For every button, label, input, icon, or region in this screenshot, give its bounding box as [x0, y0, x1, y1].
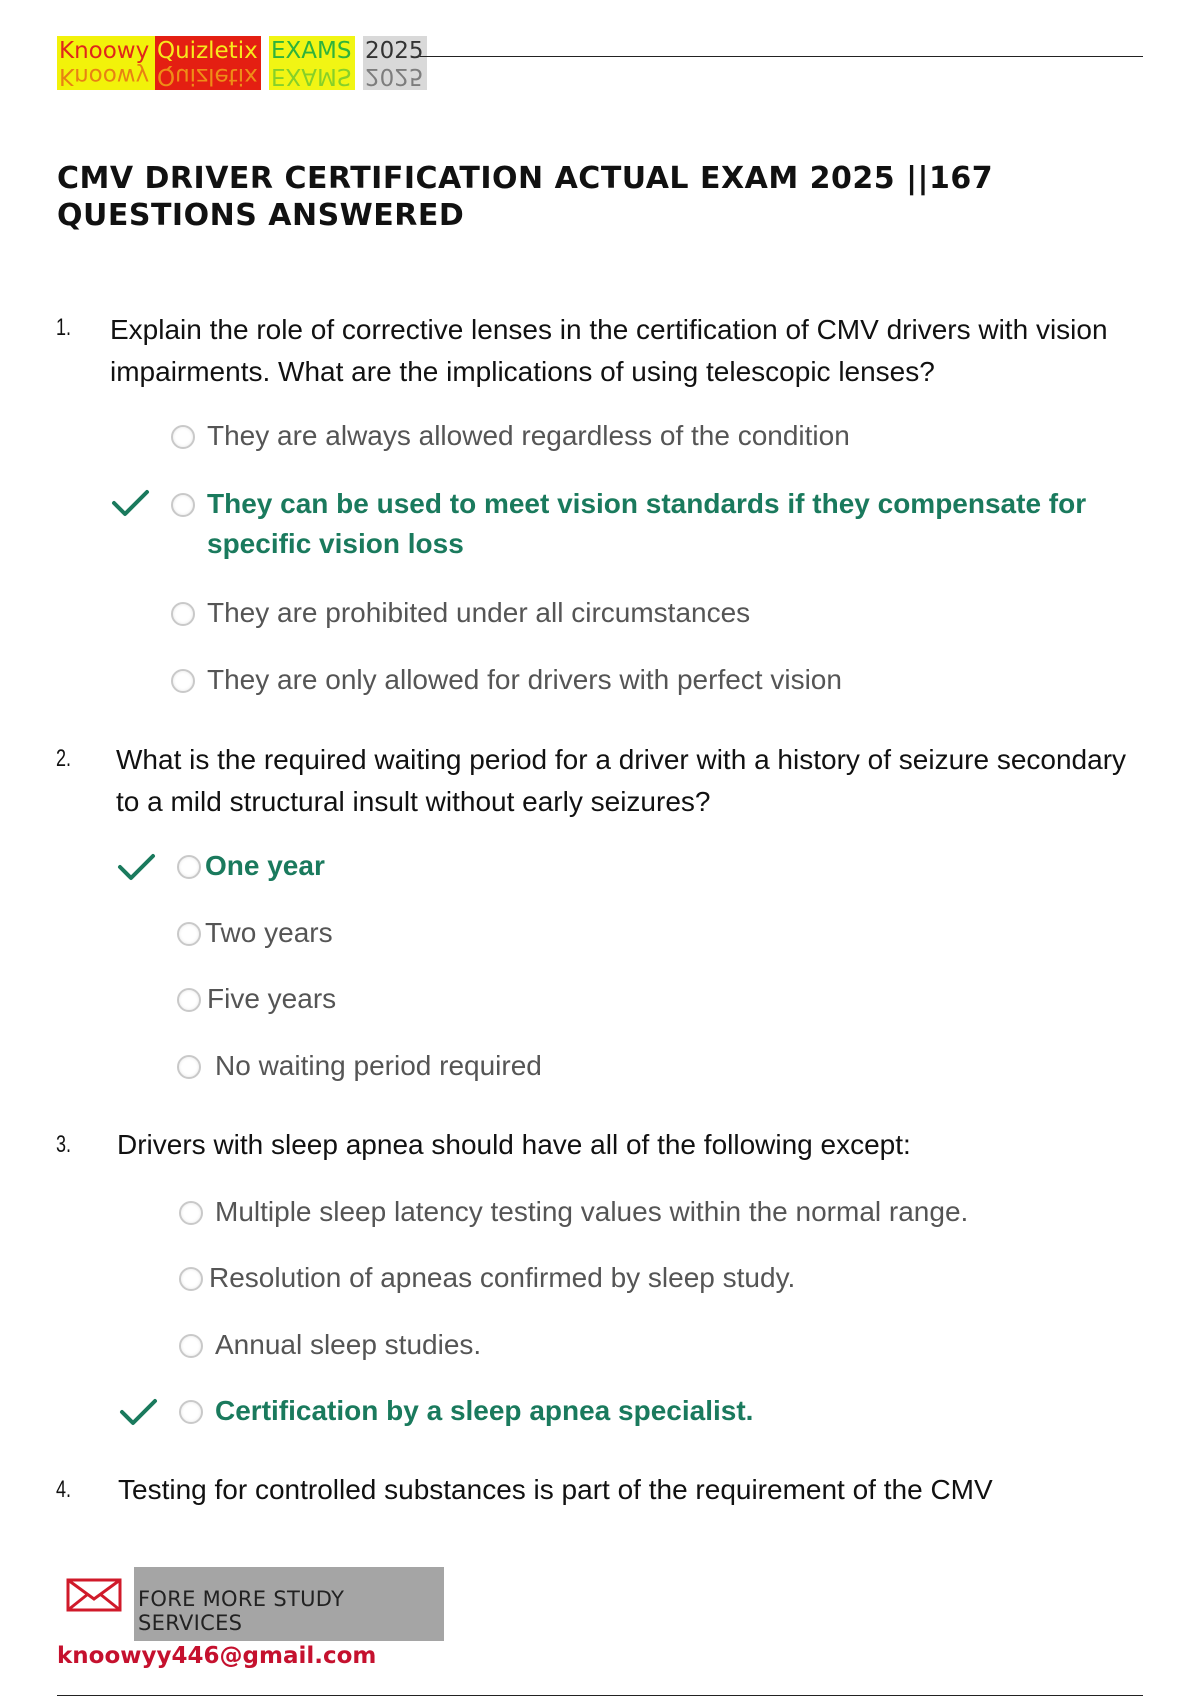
question-text: Drivers with sleep apnea should have all of the following except: — [117, 1129, 911, 1160]
answer-option-correct[interactable] — [177, 846, 1157, 886]
radio-icon[interactable] — [177, 855, 201, 879]
answer-option[interactable] — [177, 979, 1157, 1019]
answer-option[interactable] — [179, 1325, 1159, 1365]
brand-part-quizletix: Quizletix Quizletix — [155, 36, 261, 90]
brand-part-year: 2025 2025 — [363, 36, 427, 90]
radio-icon[interactable] — [179, 1334, 203, 1358]
brand-part-exams: EXAMS EXAMS — [269, 36, 355, 90]
radio-icon[interactable] — [179, 1267, 203, 1291]
header-divider — [420, 56, 1143, 57]
answer-option[interactable] — [177, 1046, 1157, 1086]
radio-icon[interactable] — [171, 669, 195, 693]
option-label: They can be used to meet vision standards if they compensate for specific vision loss — [207, 488, 1087, 559]
option-label: Five years — [207, 983, 337, 1014]
question-text: Explain the role of corrective lenses in the certification of CMV drivers with vision impairments. What are the implications of using telescopic lenses? — [110, 314, 1108, 387]
answer-option[interactable] — [171, 660, 1151, 700]
question-text: What is the required waiting period for a driver with a history of seizure secondary to a mild structural insult without early seizures? — [116, 744, 1127, 817]
study-services-banner[interactable] — [134, 1567, 444, 1641]
footer-divider — [57, 1695, 1143, 1696]
option-label: They are prohibited under all circumstances — [207, 597, 751, 628]
answer-option[interactable] — [179, 1192, 1159, 1232]
radio-icon[interactable] — [177, 988, 201, 1012]
radio-icon[interactable] — [171, 602, 195, 626]
option-label: Annual sleep studies. — [215, 1329, 482, 1360]
contact-email[interactable]: knoowyy446@gmail.com — [57, 1643, 377, 1669]
brand-logo — [57, 36, 427, 90]
study-services-label: FORE MORE STUDY SERVICES — [138, 1587, 345, 1635]
option-label: Two years — [205, 917, 333, 948]
brand-part-knoowy: Knoowy Knoowy — [57, 36, 155, 90]
radio-icon[interactable] — [179, 1400, 203, 1424]
option-label: Resolution of apneas confirmed by sleep study. — [209, 1262, 796, 1293]
answer-option[interactable] — [179, 1258, 1159, 1298]
answer-option[interactable] — [171, 416, 1151, 456]
question-number: 2. — [56, 745, 72, 772]
checkmark-icon — [118, 1397, 158, 1427]
document-title: CMV DRIVER CERTIFICATION ACTUAL EXAM 2025 ||167 QUESTIONS ANSWERED — [57, 161, 994, 233]
answer-option-correct[interactable] — [171, 484, 1131, 564]
answer-option[interactable] — [171, 593, 1151, 633]
option-label: They are always allowed regardless of the condition — [207, 420, 850, 451]
radio-icon[interactable] — [171, 493, 195, 517]
answer-option[interactable] — [177, 913, 1157, 953]
question-text: Testing for controlled substances is part of the requirement of the CMV — [118, 1474, 993, 1505]
question-number: 4. — [56, 1476, 72, 1503]
checkmark-icon — [110, 488, 150, 518]
option-label: No waiting period required — [215, 1050, 542, 1081]
question-number: 3. — [56, 1131, 72, 1158]
option-label: Certification by a sleep apnea specialist. — [215, 1395, 754, 1426]
mail-icon[interactable] — [66, 1578, 122, 1612]
radio-icon[interactable] — [177, 922, 201, 946]
radio-icon[interactable] — [177, 1055, 201, 1079]
option-label: They are only allowed for drivers with perfect vision — [207, 664, 842, 695]
radio-icon[interactable] — [171, 425, 195, 449]
option-label: One year — [205, 850, 325, 881]
option-label: Multiple sleep latency testing values within the normal range. — [215, 1196, 969, 1227]
answer-option-correct[interactable] — [179, 1391, 1159, 1431]
radio-icon[interactable] — [179, 1201, 203, 1225]
checkmark-icon — [116, 852, 156, 882]
question-number: 1. — [56, 314, 72, 341]
